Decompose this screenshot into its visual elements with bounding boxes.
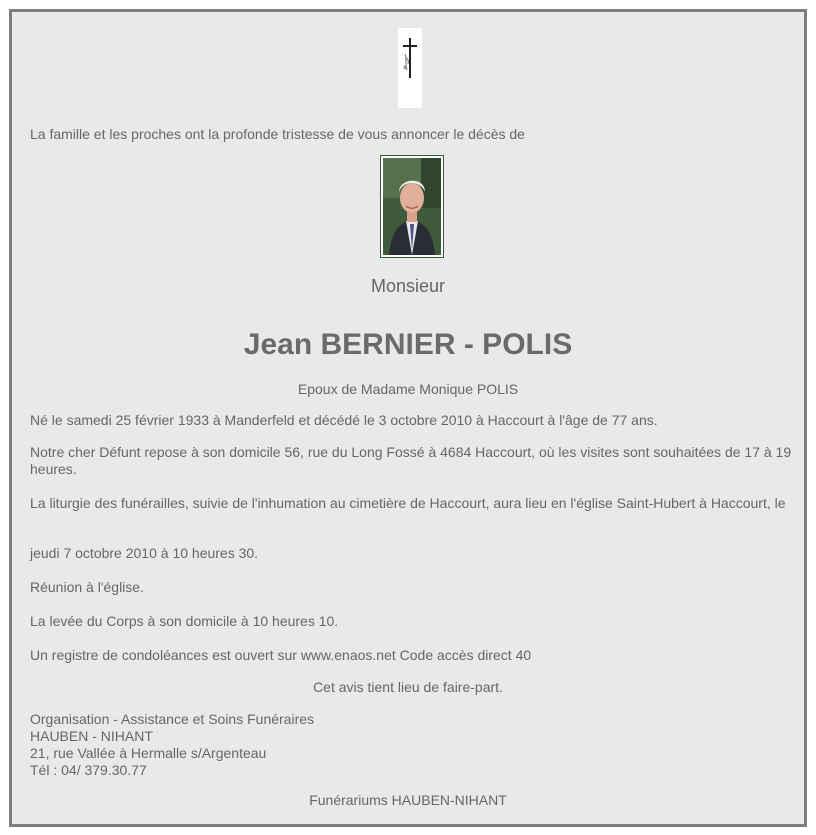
meeting-paragraph: Réunion à l'église. [30, 579, 144, 595]
portrait-photo [383, 158, 441, 255]
organisation-line: Organisation - Assistance et Soins Funéraires [30, 711, 315, 727]
footer-funeral-home: Funérariums HAUBEN-NIHANT [309, 792, 507, 808]
honorific: Monsieur [370, 276, 446, 296]
spouse-line: Epoux de Madame Monique POLIS [297, 381, 519, 397]
obituary-card [9, 9, 807, 827]
notice-line: Cet avis tient lieu de faire-part. [313, 679, 503, 695]
cross-with-flower-icon [398, 28, 422, 108]
portrait-frame [380, 155, 444, 258]
cross-emblem [398, 28, 422, 108]
levee-paragraph: La levée du Corps à son domicile à 10 heures 10. [30, 613, 339, 629]
service-date-time: jeudi 7 octobre 2010 à 10 heures 30. [30, 545, 259, 561]
birth-death-paragraph: Né le samedi 25 février 1933 à Manderfeld et décédé le 3 octobre 2010 à Haccourt à l'âge de 77 ans. [30, 412, 658, 428]
deceased-name: Jean BERNIER - POLIS [243, 328, 573, 361]
intro-text: La famille et les proches ont la profonde tristesse de vous annoncer le décès de [30, 126, 525, 142]
liturgy-paragraph: La liturgie des funérailles, suivie de l'inhumation au cimetière de Haccourt, aura lieu en l'église Saint-Hubert à Haccourt, le [30, 495, 786, 511]
visitation-paragraph: Notre cher Défunt repose à son domicile 56, rue du Long Fossé à 4684 Haccourt, où les visites sont souhaitées de 17 à 19 heures. [30, 444, 792, 477]
organisation-block [30, 711, 795, 779]
organisation-phone: Tél : 04/ 379.30.77 [30, 762, 147, 778]
organisation-name: HAUBEN - NIHANT [30, 728, 153, 744]
organisation-address: 21, rue Vallée à Hermalle s/Argenteau [30, 745, 267, 761]
condolence-register: Un registre de condoléances est ouvert sur www.enaos.net Code accès direct 40 [30, 647, 532, 663]
